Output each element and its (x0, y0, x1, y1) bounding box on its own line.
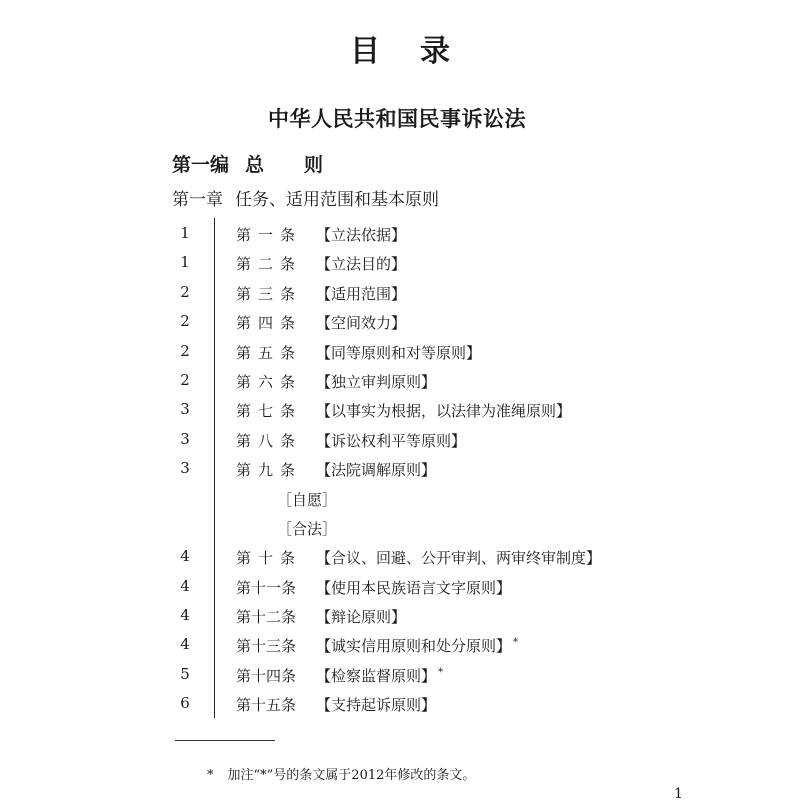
toc-entry[interactable] (0, 218, 800, 247)
toc-topic (316, 312, 406, 333)
toc-page-number: 4 (180, 635, 190, 654)
toc-entry[interactable] (0, 659, 800, 688)
toc-page-number: 3 (180, 400, 190, 419)
toc-topic-text: 使用本民族语言文字原则 (331, 578, 497, 597)
toc-page-number: 6 (180, 694, 190, 713)
toc-topic-text: 辩论原则 (331, 608, 392, 627)
toc-topic-text: 独立审判原则 (331, 372, 422, 391)
toc-entry[interactable] (0, 306, 800, 335)
toc-topic (316, 606, 406, 627)
toc-entry[interactable] (0, 688, 800, 717)
bracket-open: 【 (316, 696, 332, 715)
bracket-close: 】 (391, 314, 407, 333)
toc-entry[interactable] (0, 600, 800, 629)
toc-article-number: 第十五条 (236, 696, 297, 715)
bracket-close: ］ (322, 519, 338, 538)
toc-topic (316, 665, 443, 686)
bracket-open: 【 (316, 461, 332, 480)
bracket-close: 】 (466, 343, 482, 362)
toc-entry[interactable] (0, 394, 800, 423)
toc-page-number: 3 (180, 429, 190, 448)
part-heading (172, 150, 363, 177)
toc-article-number: 第十二条 (236, 608, 297, 627)
bracket-open: 【 (316, 343, 332, 362)
page-title-char: 录 (420, 34, 450, 69)
toc-article-number: 第五条 (236, 343, 303, 362)
toc-article-number: 第三条 (236, 284, 303, 303)
toc-entry[interactable] (0, 571, 800, 600)
toc-page-number: 4 (180, 606, 190, 625)
bracket-close: 】 (556, 402, 572, 421)
toc-topic (316, 253, 406, 274)
bracket-open: 【 (316, 284, 332, 303)
bracket-open: 【 (316, 372, 332, 391)
toc-topic-text: 空间效力 (331, 314, 392, 333)
page-number: 1 (674, 786, 683, 802)
toc-topic-text: 合议、回避、公开审判、两审终审制度 (331, 549, 587, 568)
toc-topic (316, 577, 511, 598)
toc-entry[interactable] (0, 247, 800, 276)
toc-article-number: 第一条 (236, 226, 303, 244)
toc-topic (316, 400, 571, 421)
toc-topic (316, 694, 436, 715)
bracket-close: 】 (421, 461, 437, 480)
toc-topic (316, 635, 518, 656)
bracket-close: 】 (496, 637, 512, 656)
toc-entry[interactable] (0, 277, 800, 306)
bracket-close: 】 (391, 255, 407, 274)
toc-subentry-label (277, 518, 337, 539)
toc-topic-text: 诉讼权利平等原则 (331, 431, 452, 450)
bracket-close: 】 (421, 696, 437, 715)
toc-article-number: 第七条 (236, 402, 303, 421)
toc-topic (316, 430, 466, 451)
bracket-open: 【 (316, 549, 332, 568)
bracket-open: 【 (316, 314, 332, 333)
bracket-close: 】 (391, 608, 407, 627)
toc-subentry-text: 合法 (292, 519, 323, 538)
toc-article-number: 第四条 (236, 314, 303, 333)
bracket-close: ］ (322, 490, 338, 509)
revision-mark: * (438, 666, 444, 678)
toc-topic (316, 547, 601, 568)
page-title (0, 26, 800, 70)
bracket-open: ［ (277, 490, 293, 509)
toc-topic-text: 诚实信用原则和处分原则 (331, 637, 497, 656)
toc-article-number: 第八条 (236, 431, 303, 450)
toc-article-number: 第九条 (236, 461, 303, 480)
bracket-close: 】 (496, 578, 512, 597)
footnote (207, 764, 475, 783)
toc-topic (316, 342, 481, 363)
toc-page-number: 4 (180, 576, 190, 595)
toc-topic-text: 支持起诉原则 (331, 696, 422, 715)
footnote-divider (175, 740, 275, 741)
footnote-text: 加注“*”号的条文属于2012年修改的条文。 (227, 768, 476, 783)
toc-subentry-label (277, 489, 337, 510)
chapter-heading (172, 185, 439, 210)
footnote-star: * (207, 768, 214, 783)
bracket-close: 】 (421, 666, 437, 685)
bracket-open: 【 (316, 637, 332, 656)
toc-page-number: 2 (180, 341, 190, 360)
toc-entry[interactable] (0, 629, 800, 658)
bracket-open: 【 (316, 226, 332, 244)
part-number: 第一编 (172, 154, 230, 176)
toc-page-number: 2 (180, 370, 190, 389)
toc-topic-text: 法院调解原则 (331, 461, 422, 480)
toc-page-number: 3 (180, 459, 190, 478)
toc-article-number: 第十一条 (236, 578, 297, 597)
toc-article-number: 第六条 (236, 372, 303, 391)
toc-entry[interactable] (0, 336, 800, 365)
part-name: 总则 (245, 154, 364, 176)
toc-topic-text: 立法依据 (331, 226, 392, 244)
toc-topic (316, 224, 406, 245)
toc-entry[interactable] (0, 424, 800, 453)
toc-page-number: 1 (180, 253, 190, 272)
toc-article-number: 第十三条 (236, 637, 297, 656)
toc-topic (316, 371, 436, 392)
toc-page-number: 1 (180, 224, 190, 242)
chapter-name: 任务、适用范围和基本原则 (235, 190, 439, 210)
toc-topic (316, 459, 436, 480)
toc-page-number: 4 (180, 547, 190, 566)
toc-page-number: 5 (180, 664, 190, 683)
toc-article-number: 第十条 (236, 549, 303, 568)
bracket-close: 】 (421, 372, 437, 391)
toc-subentry[interactable] (0, 512, 800, 541)
bracket-close: 】 (391, 226, 407, 244)
bracket-close: 】 (586, 549, 602, 568)
toc-subentry-text: 自愿 (292, 490, 323, 509)
toc-entry[interactable] (0, 541, 800, 570)
toc-subentry[interactable] (0, 483, 800, 512)
toc-topic (316, 283, 406, 304)
bracket-open: 【 (316, 608, 332, 627)
revision-mark: * (513, 637, 519, 649)
page-title-char: 目 (350, 34, 380, 69)
toc-topic-text: 以事实为根据，以法律为准绳原则 (331, 402, 557, 421)
law-title: 中华人民共和国民事诉讼法 (268, 107, 526, 131)
toc-article-number: 第十四条 (236, 666, 297, 685)
bracket-open: 【 (316, 431, 332, 450)
toc-list (0, 218, 800, 718)
bracket-open: 【 (316, 402, 332, 421)
bracket-close: 】 (391, 284, 407, 303)
toc-entry[interactable] (0, 453, 800, 482)
toc-page-number: 2 (180, 312, 190, 331)
bracket-open: ［ (277, 519, 293, 538)
toc-topic-text: 适用范围 (331, 284, 392, 303)
bracket-open: 【 (316, 578, 332, 597)
toc-page-number: 2 (180, 282, 190, 301)
toc-article-number: 第二条 (236, 255, 303, 274)
chapter-number: 第一章 (172, 190, 223, 210)
toc-topic-text: 立法目的 (331, 255, 392, 274)
toc-entry[interactable] (0, 365, 800, 394)
toc-topic-text: 检察监督原则 (331, 666, 422, 685)
bracket-close: 】 (451, 431, 467, 450)
toc-topic-text: 同等原则和对等原则 (331, 343, 467, 362)
bracket-open: 【 (316, 255, 332, 274)
bracket-open: 【 (316, 666, 332, 685)
